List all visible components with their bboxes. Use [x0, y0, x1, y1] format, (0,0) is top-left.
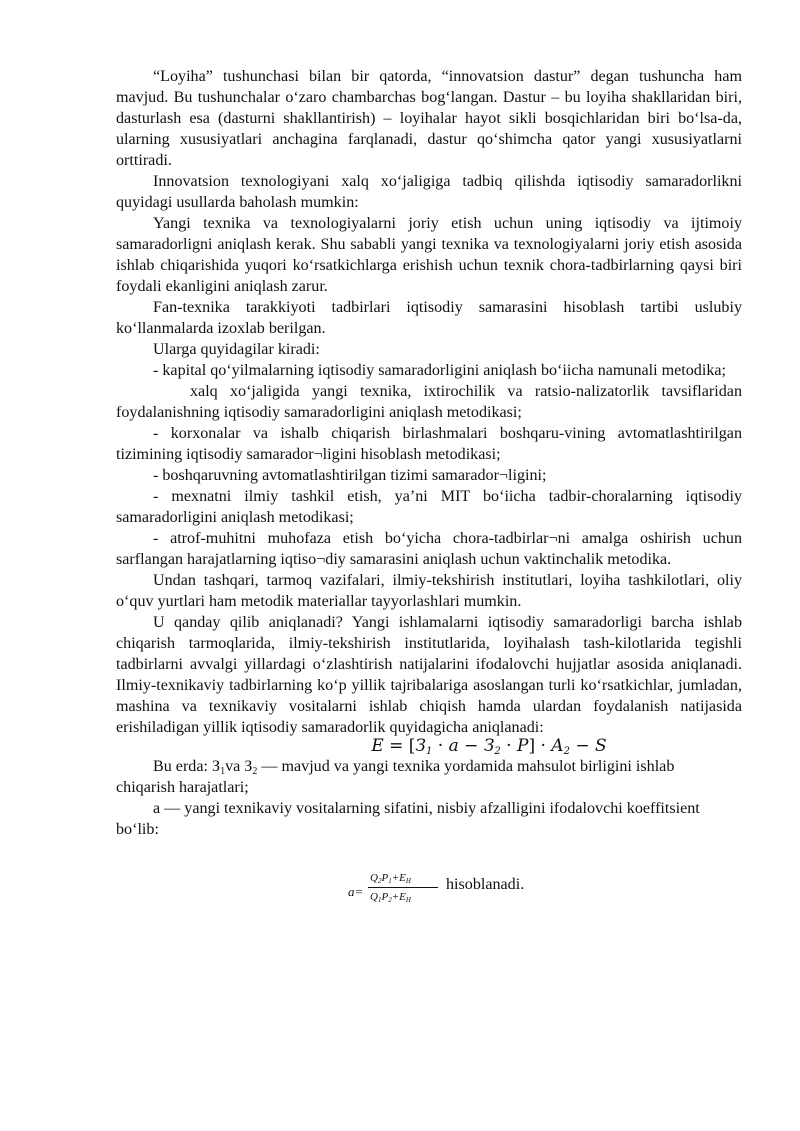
paragraph-7: U qanday qilib aniqlanadi? Yangi ishlamalarni iqtisodiy samaradorligi barcha ishlab chiqarish tarmoqlarida, ilmiy-tekshirish institutlarida, loyihalash tash-kilotlarida tegishli tadbirlarni avvalgi yillardagi o‘zlashtirish natijalarini ifodalovchi hujjatlar asosida aniqlanadi. Ilmiy-texnikaviy tadbirlarning ko‘p yillik tajribalariga asoslangan turli ko‘rsatkichlar, jumladan, mashina va texnikaviy vositalarni ishlab chiqish hamda ulardan foydalanish natijasida erishiladigan yillik iqtisodiy samaradorlik quyidagicha aniqlanadi:: [116, 614, 742, 736]
list-item-3: - korxonalar va ishalb chiqarish birlashmalari boshqaru-vining avtomatlashtirilgan tizimining iqtisodiy samarador¬ligini hisoblash metodikasi;: [116, 425, 742, 463]
list-item-2: xalq xo‘jaligida yangi texnika, ixtirochilik va ratsio-nalizatorlik tavsiflaridan foydalanishning iqtisodiy samaradorligini aniqlash metodikasi;: [116, 383, 742, 421]
paragraph-4: Fan-texnika tarakkiyoti tadbirlari iqtisodiy samarasini hisoblash tartibi uslubiy ko‘llanmalarda izoxlab berilgan.: [116, 299, 742, 337]
coefficient-formula: [116, 866, 742, 926]
formula-numerator: $Q_2P_1+E_H$: [370, 872, 411, 885]
document-page: [116, 66, 742, 926]
fraction-bar: [368, 887, 438, 888]
formula-lhs: a=: [348, 884, 364, 899]
list-item-5: - mexnatni ilmiy tashkil etish, ya’ni MIT bo‘iicha tadbir-choralarning iqtisodiy samaradorligini aniqlash metodikasi;: [116, 488, 742, 526]
formula-tail-text: hisoblanadi.: [446, 876, 525, 893]
list-item-4: - boshqaruvning avtomatlashtirilgan tizimi samarador¬ligini;: [153, 467, 547, 484]
paragraph-1: “Loyiha” tushunchasi bilan bir qatorda, “innovatsion dastur” degan tushuncha ham mavjud. Bu tushunchalar o‘zaro chambarchas bog‘langan. Dastur – bu loyiha shakllaridan biri, dasturlash esa (dasturni shakllantirish) – loyihalar hayot sikli bosqichlaridan biri bo‘lsa-da, ularning xususiyatlari anchagina farqlanadi, dastur qo‘shimcha qator yangi xususiyatlarni orttiradi.: [116, 68, 742, 169]
formula-denominator: $Q_1P_2+E_H$: [370, 891, 411, 904]
paragraph-2: Innovatsion texnologiyani xalq xo‘jaligiga tadbiq qilishda iqtisodiy samaradorlikni quyidagi usullarda baholash mumkin:: [116, 173, 742, 211]
paragraph-3: Yangi texnika va texnologiyalarni joriy etish uchun uning iqtisodiy va ijtimoiy samaradorligni aniqlash kerak. Shu sababli yangi texnika va texnologiyalarni joriy etish asosida ishlab chiqarishida yuqori ko‘rsatkichlarga erishish uchun texnik chora-tadbirlarning qaysi biri foydali ekanligini aniqlash zarur.: [116, 215, 742, 295]
paragraph-5: Ularga quyidagilar kiradi:: [153, 341, 320, 358]
formula-explanation-2: a — yangi texnikaviy vositalarning sifatini, nisbiy afzalligini ifodalovchi koeffitsient bo‘lib:: [116, 800, 700, 838]
list-item-6: - atrof-muhitni muhofaza etish bo‘yicha chora-tadbirlar¬ni amalga oshirish uchun sarflangan harajatlarning iqtiso¬diy samarasini aniqlash uchun vaktinchalik metodika.: [116, 530, 742, 568]
list-item-1: - kapital qo‘yilmalarning iqtisodiy samaradorligini aniqlash bo‘iicha namunali metodika;: [153, 362, 726, 379]
efficiency-formula: $E = [З_1 \cdot a - З_2 \cdot P] \cdot A_2 - S$: [371, 736, 607, 757]
formula-explanation-1: Bu erda: $З_1va$ $З_2$ — mavjud va yangi texnika yordamida mahsulot birligini ishlab chiqarish harajatlari;: [116, 758, 675, 796]
paragraph-6: Undan tashqari, tarmoq vazifalari, ilmiy-tekshirish institutlari, loyiha tashkilotlari, oliy o‘quv yurtlari ham metodik materiallar tayyorlashlari mumkin.: [116, 572, 742, 610]
